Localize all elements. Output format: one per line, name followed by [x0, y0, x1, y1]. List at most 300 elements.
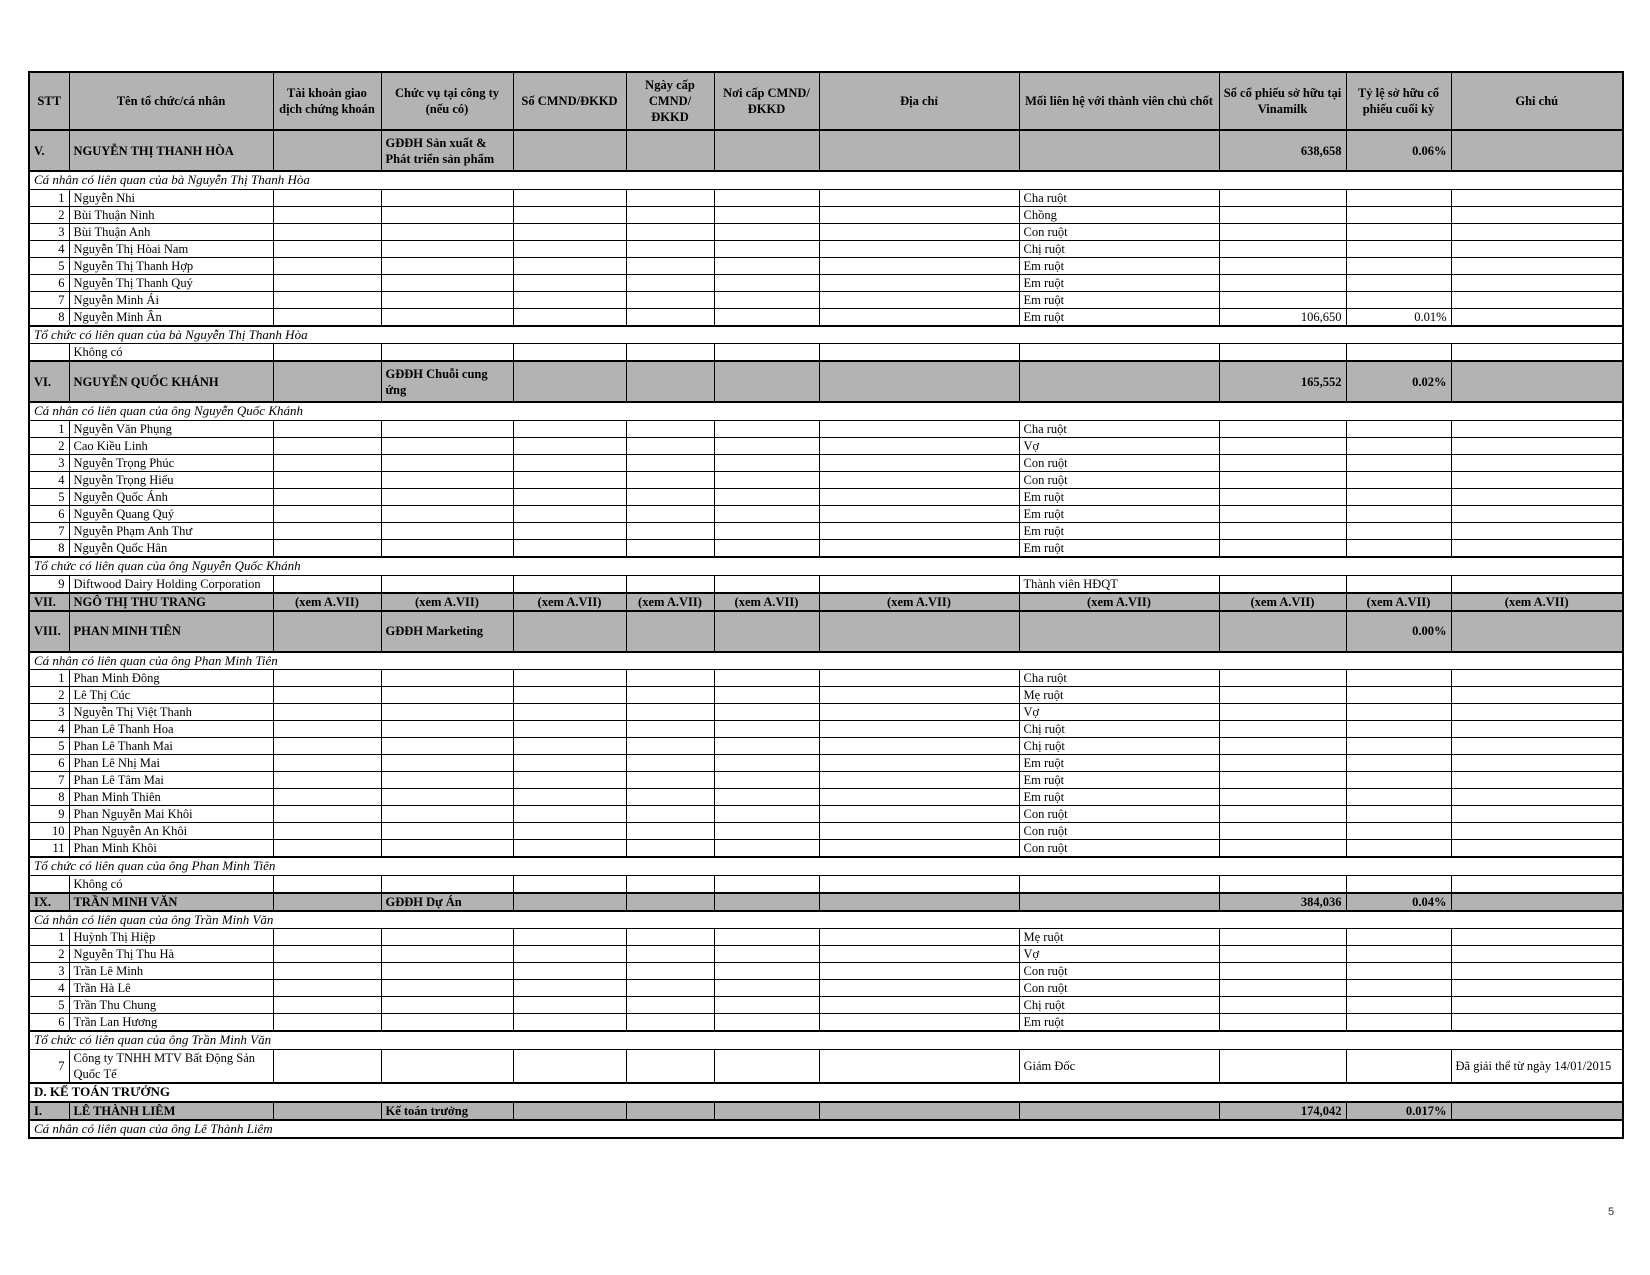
relationship-cell: [1019, 361, 1219, 402]
id-number-cell: [513, 240, 626, 257]
id-number-cell: [513, 437, 626, 454]
account-cell: [273, 308, 381, 326]
note-cell: [1451, 823, 1623, 840]
ratio-cell: [1346, 875, 1451, 893]
shares-cell: [1219, 946, 1346, 963]
position-cell: [381, 1014, 513, 1032]
name-cell: Phan Lê Nhị Mai: [69, 755, 273, 772]
issue-date-cell: [626, 611, 714, 652]
name-cell: Phan Nguyễn Mai Khôi: [69, 806, 273, 823]
name-cell: Bùi Thuận Ninh: [69, 206, 273, 223]
person-row: [29, 840, 1623, 858]
address-cell: [819, 437, 1019, 454]
relationship-cell: Em ruột: [1019, 274, 1219, 291]
issue-place-cell: [714, 308, 819, 326]
shares-cell: [1219, 488, 1346, 505]
stt-cell: 6: [29, 1014, 69, 1032]
shares-cell: [1219, 223, 1346, 240]
relationship-cell: [1019, 130, 1219, 171]
stt-cell: 11: [29, 840, 69, 858]
address-cell: [819, 1050, 1019, 1084]
relationship-cell: Em ruột: [1019, 291, 1219, 308]
position-cell: [381, 291, 513, 308]
position-cell: [381, 522, 513, 539]
id-number-cell: [513, 522, 626, 539]
position-cell: GĐĐH Marketing: [381, 611, 513, 652]
person-row: [29, 420, 1623, 437]
note-cell: [1451, 240, 1623, 257]
ratio-cell: [1346, 471, 1451, 488]
person-row: [29, 344, 1623, 362]
note-cell: [1451, 130, 1623, 171]
address-cell: [819, 875, 1019, 893]
note-cell: [1451, 755, 1623, 772]
person-row: [29, 789, 1623, 806]
note-cell: [1451, 806, 1623, 823]
shares-cell: 638,658: [1219, 130, 1346, 171]
address-cell: [819, 308, 1019, 326]
account-cell: [273, 840, 381, 858]
address-cell: [819, 1014, 1019, 1032]
issue-date-cell: [626, 704, 714, 721]
note-cell: [1451, 772, 1623, 789]
relationship-cell: Em ruột: [1019, 308, 1219, 326]
shares-cell: [1219, 611, 1346, 652]
position-cell: [381, 806, 513, 823]
person-row: [29, 223, 1623, 240]
position-cell: [381, 575, 513, 593]
section-row: [29, 1120, 1623, 1139]
issue-place-cell: [714, 738, 819, 755]
account-cell: [273, 206, 381, 223]
ratio-cell: 0.00%: [1346, 611, 1451, 652]
issue-place-cell: (xem A.VII): [714, 593, 819, 611]
id-number-cell: [513, 963, 626, 980]
heading-label: D. KẾ TOÁN TRƯỞNG: [29, 1083, 1623, 1102]
note-cell: [1451, 539, 1623, 557]
person-row: [29, 454, 1623, 471]
shares-cell: [1219, 1050, 1346, 1084]
position-cell: [381, 980, 513, 997]
issue-place-cell: [714, 670, 819, 687]
account-cell: [273, 505, 381, 522]
person-row: [29, 755, 1623, 772]
account-cell: [273, 1102, 381, 1120]
person-row: [29, 687, 1623, 704]
ratio-cell: [1346, 929, 1451, 946]
stt-cell: 1: [29, 929, 69, 946]
relationship-cell: Em ruột: [1019, 257, 1219, 274]
address-cell: [819, 946, 1019, 963]
note-cell: [1451, 946, 1623, 963]
issue-place-cell: [714, 840, 819, 858]
position-cell: [381, 823, 513, 840]
shares-cell: 384,036: [1219, 893, 1346, 911]
note-cell: [1451, 575, 1623, 593]
relationship-cell: Con ruột: [1019, 454, 1219, 471]
note-cell: [1451, 929, 1623, 946]
account-cell: [273, 1014, 381, 1032]
shares-cell: [1219, 997, 1346, 1014]
stt-cell: 6: [29, 755, 69, 772]
account-cell: [273, 772, 381, 789]
address-cell: [819, 240, 1019, 257]
person-row: [29, 505, 1623, 522]
issue-place-cell: [714, 454, 819, 471]
issue-date-cell: [626, 840, 714, 858]
name-cell: Bùi Thuận Anh: [69, 223, 273, 240]
position-cell: [381, 687, 513, 704]
address-cell: [819, 738, 1019, 755]
account-cell: [273, 575, 381, 593]
position-cell: [381, 240, 513, 257]
stt-cell: 9: [29, 575, 69, 593]
account-cell: [273, 361, 381, 402]
issue-date-cell: [626, 344, 714, 362]
person-row: [29, 670, 1623, 687]
shares-cell: [1219, 721, 1346, 738]
name-cell: Không có: [69, 344, 273, 362]
name-cell: Nguyễn Quốc Hân: [69, 539, 273, 557]
account-cell: [273, 223, 381, 240]
address-cell: (xem A.VII): [819, 593, 1019, 611]
account-cell: [273, 522, 381, 539]
person-row: [29, 437, 1623, 454]
account-cell: [273, 611, 381, 652]
issue-place-cell: [714, 344, 819, 362]
account-cell: [273, 488, 381, 505]
ratio-cell: 0.01%: [1346, 308, 1451, 326]
note-cell: [1451, 670, 1623, 687]
note-cell: [1451, 206, 1623, 223]
issue-place-cell: [714, 488, 819, 505]
header-row: [29, 72, 1623, 130]
address-cell: [819, 929, 1019, 946]
ratio-cell: [1346, 454, 1451, 471]
relationship-cell: (xem A.VII): [1019, 593, 1219, 611]
issue-date-cell: [626, 721, 714, 738]
shares-cell: [1219, 505, 1346, 522]
issue-place-cell: [714, 240, 819, 257]
issue-place-cell: [714, 929, 819, 946]
issue-place-cell: [714, 997, 819, 1014]
shares-cell: [1219, 189, 1346, 206]
shares-cell: 174,042: [1219, 1102, 1346, 1120]
shares-cell: [1219, 963, 1346, 980]
ratio-cell: [1346, 963, 1451, 980]
shares-cell: [1219, 539, 1346, 557]
id-number-cell: [513, 772, 626, 789]
stt-cell: 9: [29, 806, 69, 823]
id-number-cell: [513, 738, 626, 755]
position-cell: [381, 721, 513, 738]
issue-place-cell: [714, 963, 819, 980]
section-label: Cá nhân có liên quan của ông Trần Minh Văn: [29, 911, 1623, 929]
stt-cell: 7: [29, 291, 69, 308]
stt-cell: 1: [29, 420, 69, 437]
stt-cell: IX.: [29, 893, 69, 911]
issue-date-cell: [626, 755, 714, 772]
header-address: Địa chỉ: [819, 72, 1019, 130]
relationship-cell: Em ruột: [1019, 505, 1219, 522]
account-cell: [273, 130, 381, 171]
issue-date-cell: [626, 772, 714, 789]
name-cell: Nguyễn Văn Phụng: [69, 420, 273, 437]
shares-cell: [1219, 344, 1346, 362]
shares-cell: [1219, 875, 1346, 893]
issue-date-cell: [626, 361, 714, 402]
name-cell: Nguyễn Phạm Anh Thư: [69, 522, 273, 539]
issue-place-cell: [714, 206, 819, 223]
name-cell: LÊ THÀNH LIÊM: [69, 1102, 273, 1120]
shares-cell: [1219, 789, 1346, 806]
ratio-cell: 0.06%: [1346, 130, 1451, 171]
shares-cell: [1219, 806, 1346, 823]
account-cell: [273, 946, 381, 963]
ratio-cell: 0.017%: [1346, 1102, 1451, 1120]
address-cell: [819, 789, 1019, 806]
ratio-cell: [1346, 505, 1451, 522]
address-cell: [819, 980, 1019, 997]
header-issue-date: Ngày cấp CMND/ĐKKD: [626, 72, 714, 130]
header-stt: STT: [29, 72, 69, 130]
position-cell: [381, 471, 513, 488]
account-cell: [273, 704, 381, 721]
shares-cell: 165,552: [1219, 361, 1346, 402]
id-number-cell: [513, 420, 626, 437]
note-cell: [1451, 291, 1623, 308]
name-cell: Nguyễn Thị Thanh Hợp: [69, 257, 273, 274]
shares-cell: [1219, 274, 1346, 291]
issue-date-cell: [626, 893, 714, 911]
address-cell: [819, 721, 1019, 738]
issue-place-cell: [714, 611, 819, 652]
issue-date-cell: [626, 929, 714, 946]
note-cell: [1451, 522, 1623, 539]
issue-place-cell: [714, 980, 819, 997]
account-cell: [273, 721, 381, 738]
position-cell: GĐĐH Sản xuất & Phát triển sản phẩm: [381, 130, 513, 171]
name-cell: Phan Lê Thanh Mai: [69, 738, 273, 755]
note-cell: [1451, 687, 1623, 704]
ratio-cell: [1346, 257, 1451, 274]
issue-date-cell: [626, 789, 714, 806]
position-cell: [381, 997, 513, 1014]
address-cell: [819, 997, 1019, 1014]
address-cell: [819, 522, 1019, 539]
stt-cell: 10: [29, 823, 69, 840]
name-cell: Nguyễn Thị Việt Thanh: [69, 704, 273, 721]
position-cell: GĐĐH Chuỗi cung ứng: [381, 361, 513, 402]
issue-date-cell: [626, 997, 714, 1014]
section-row: [29, 402, 1623, 420]
stt-cell: 4: [29, 471, 69, 488]
section-label: Tổ chức có liên quan của bà Nguyễn Thị Thanh Hòa: [29, 326, 1623, 344]
shares-cell: [1219, 471, 1346, 488]
note-cell: [1451, 963, 1623, 980]
stt-cell: 6: [29, 505, 69, 522]
shares-cell: [1219, 772, 1346, 789]
person-row: [29, 522, 1623, 539]
relationship-cell: Em ruột: [1019, 488, 1219, 505]
address-cell: [819, 963, 1019, 980]
account-cell: [273, 670, 381, 687]
id-number-cell: [513, 257, 626, 274]
relationship-cell: Con ruột: [1019, 963, 1219, 980]
address-cell: [819, 704, 1019, 721]
id-number-cell: [513, 308, 626, 326]
id-number-cell: [513, 344, 626, 362]
address-cell: [819, 189, 1019, 206]
shares-cell: [1219, 687, 1346, 704]
address-cell: [819, 670, 1019, 687]
note-cell: [1451, 344, 1623, 362]
shares-cell: [1219, 522, 1346, 539]
stt-cell: 5: [29, 257, 69, 274]
stt-cell: 6: [29, 274, 69, 291]
stt-cell: 4: [29, 240, 69, 257]
issue-place-cell: [714, 522, 819, 539]
stt-cell: 5: [29, 738, 69, 755]
ratio-cell: 0.04%: [1346, 893, 1451, 911]
officer-row: [29, 1102, 1623, 1120]
stt-cell: [29, 875, 69, 893]
header-ratio: Tỷ lệ sở hữu cổ phiếu cuối kỳ: [1346, 72, 1451, 130]
stt-cell: 1: [29, 670, 69, 687]
address-cell: [819, 257, 1019, 274]
issue-date-cell: [626, 206, 714, 223]
header-issue-place: Nơi cấp CMND/ĐKKD: [714, 72, 819, 130]
name-cell: Nguyễn Quốc Ánh: [69, 488, 273, 505]
name-cell: Phan Minh Khôi: [69, 840, 273, 858]
id-number-cell: [513, 291, 626, 308]
ratio-cell: [1346, 789, 1451, 806]
issue-date-cell: [626, 687, 714, 704]
name-cell: Nguyễn Minh Ái: [69, 291, 273, 308]
ratio-cell: [1346, 946, 1451, 963]
relationship-cell: Vợ: [1019, 704, 1219, 721]
shares-cell: [1219, 670, 1346, 687]
relationship-cell: Mẹ ruột: [1019, 687, 1219, 704]
id-number-cell: [513, 130, 626, 171]
issue-place-cell: [714, 721, 819, 738]
header-shares: Số cổ phiếu sở hữu tại Vinamilk: [1219, 72, 1346, 130]
stt-cell: 3: [29, 454, 69, 471]
issue-date-cell: [626, 420, 714, 437]
name-cell: Huỳnh Thị Hiệp: [69, 929, 273, 946]
address-cell: [819, 361, 1019, 402]
issue-place-cell: [714, 946, 819, 963]
relationship-cell: Em ruột: [1019, 1014, 1219, 1032]
person-row: [29, 488, 1623, 505]
ratio-cell: [1346, 980, 1451, 997]
issue-date-cell: [626, 308, 714, 326]
note-cell: [1451, 738, 1623, 755]
stt-cell: 7: [29, 522, 69, 539]
id-number-cell: [513, 488, 626, 505]
relationship-cell: Con ruột: [1019, 980, 1219, 997]
name-cell: NGÔ THỊ THU TRANG: [69, 593, 273, 611]
name-cell: NGUYỄN THỊ THANH HÒA: [69, 130, 273, 171]
note-cell: [1451, 893, 1623, 911]
ratio-cell: 0.02%: [1346, 361, 1451, 402]
stt-cell: VIII.: [29, 611, 69, 652]
person-row: [29, 929, 1623, 946]
stt-cell: VII.: [29, 593, 69, 611]
id-number-cell: [513, 611, 626, 652]
issue-date-cell: [626, 1050, 714, 1084]
address-cell: [819, 223, 1019, 240]
position-cell: [381, 1050, 513, 1084]
stt-cell: 4: [29, 721, 69, 738]
officer-row: [29, 361, 1623, 402]
person-row: [29, 772, 1623, 789]
relationship-cell: Em ruột: [1019, 539, 1219, 557]
ratio-cell: [1346, 1014, 1451, 1032]
relationship-cell: Cha ruột: [1019, 420, 1219, 437]
note-cell: [1451, 789, 1623, 806]
shares-cell: [1219, 437, 1346, 454]
shares-cell: [1219, 929, 1346, 946]
address-cell: [819, 291, 1019, 308]
id-number-cell: [513, 361, 626, 402]
account-cell: [273, 274, 381, 291]
issue-place-cell: [714, 806, 819, 823]
note-cell: [1451, 488, 1623, 505]
ratio-cell: [1346, 1050, 1451, 1084]
ratio-cell: [1346, 575, 1451, 593]
person-row: [29, 257, 1623, 274]
issue-date-cell: [626, 522, 714, 539]
shares-cell: [1219, 704, 1346, 721]
name-cell: Nguyễn Thị Hòai Nam: [69, 240, 273, 257]
id-number-cell: [513, 471, 626, 488]
ratio-cell: [1346, 823, 1451, 840]
officer-row: [29, 893, 1623, 911]
issue-place-cell: [714, 575, 819, 593]
note-cell: [1451, 274, 1623, 291]
issue-place-cell: [714, 1050, 819, 1084]
person-row: [29, 875, 1623, 893]
name-cell: Nguyễn Thị Thanh Quý: [69, 274, 273, 291]
note-cell: [1451, 611, 1623, 652]
shares-cell: [1219, 1014, 1346, 1032]
ratio-cell: [1346, 488, 1451, 505]
address-cell: [819, 274, 1019, 291]
name-cell: Trần Hà Lê: [69, 980, 273, 997]
address-cell: [819, 505, 1019, 522]
id-number-cell: [513, 1050, 626, 1084]
id-number-cell: [513, 806, 626, 823]
issue-date-cell: [626, 539, 714, 557]
relationship-cell: Mẹ ruột: [1019, 929, 1219, 946]
issue-date-cell: [626, 488, 714, 505]
address-cell: [819, 772, 1019, 789]
issue-date-cell: [626, 806, 714, 823]
account-cell: [273, 789, 381, 806]
position-cell: [381, 274, 513, 291]
relationship-cell: [1019, 344, 1219, 362]
relationship-cell: Chồng: [1019, 206, 1219, 223]
id-number-cell: [513, 539, 626, 557]
issue-place-cell: [714, 274, 819, 291]
account-cell: [273, 189, 381, 206]
address-cell: [819, 420, 1019, 437]
position-cell: (xem A.VII): [381, 593, 513, 611]
stt-cell: 7: [29, 1050, 69, 1084]
issue-date-cell: [626, 946, 714, 963]
issue-place-cell: [714, 823, 819, 840]
